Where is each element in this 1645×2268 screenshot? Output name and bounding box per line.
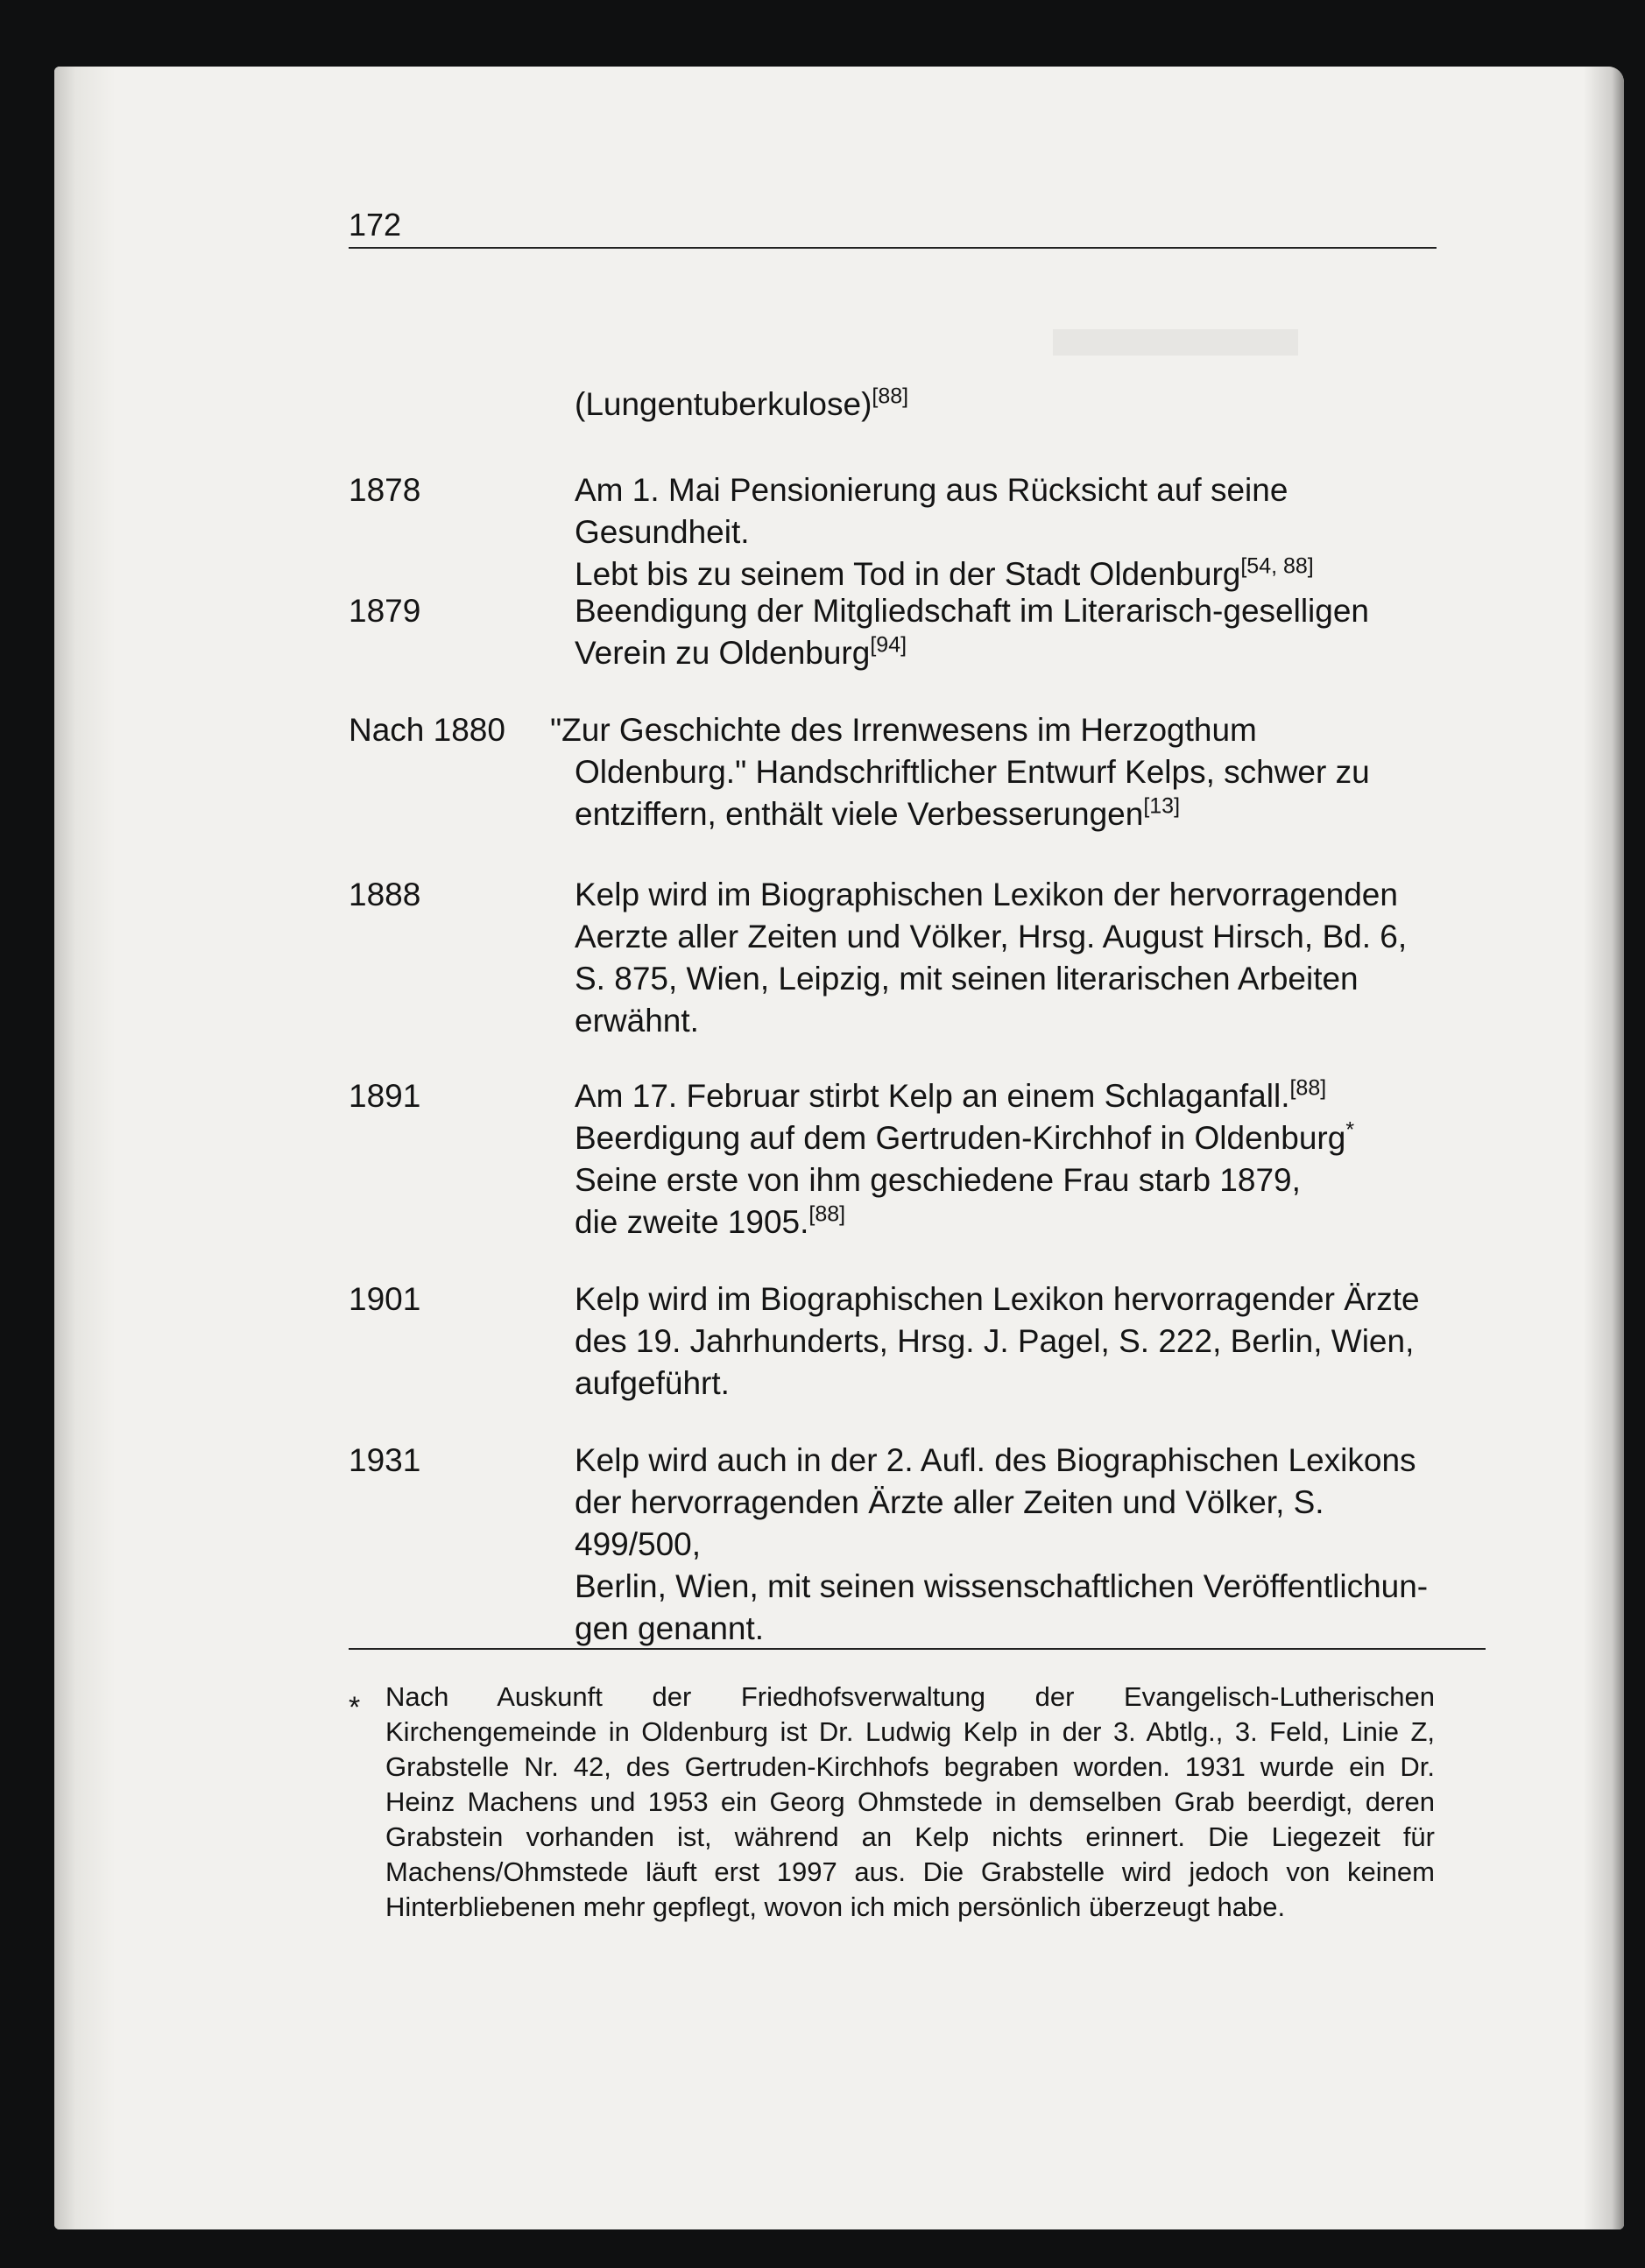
- entry-line: gen genannt.: [575, 1610, 765, 1646]
- entry-year: 1901: [349, 1281, 421, 1317]
- entry-line: Verein zu Oldenburg: [575, 635, 871, 671]
- entry-line: aufgeführt.: [575, 1365, 730, 1401]
- page-number: 172: [349, 207, 402, 243]
- entry-line: Kelp wird im Biographischen Lexikon hervorragender Ärzte: [575, 1281, 1420, 1317]
- entry-text: [575, 1075, 1449, 1243]
- entry-line: Lebt bis zu seinem Tod in der Stadt Oldenburg: [575, 556, 1241, 592]
- footnote-marker: *: [349, 1691, 361, 1724]
- book-page: [54, 67, 1624, 2229]
- header-rule: [349, 247, 1437, 249]
- entry-text: [575, 590, 1449, 674]
- entry-text: [575, 1278, 1449, 1405]
- citation-ref: [54, 88]: [1240, 553, 1314, 579]
- footnote-text: Nach Auskunft der Friedhofsverwaltung der Evangelisch-Lutherischen Kirchengemeinde in Oldenburg ist Dr. Ludwig Kelp in der 3. Abtlg., 3. Feld, Linie Z, Grabstelle Nr. 42, des Gertruden-Kirchhofs begraben worden. 1931 wurde ein Dr. Heinz Machens und 1953 ein Georg Ohmstede in demselben Grab beerdigt, deren Grabstein vorhanden ist, während an Kelp nichts erinnert. Die Liegezeit für Machens/Ohmstede läuft erst 1997 aus. Die Grabstelle wird jedoch von keinem Hinterbliebenen mehr gepflegt, wovon ich mich persönlich überzeugt habe.: [385, 1681, 1435, 1922]
- entry-line: der hervorragenden Ärzte aller Zeiten und Völker, S. 499/500,: [575, 1484, 1324, 1562]
- footnote-marker: *: [1345, 1117, 1355, 1143]
- entry-line: Kelp wird auch in der 2. Aufl. des Biographischen Lexikons: [575, 1442, 1416, 1478]
- entry-line: Am 1. Mai Pensionierung aus Rücksicht auf seine Gesundheit.: [575, 472, 1288, 550]
- entry-year: Nach 1880: [349, 712, 505, 748]
- entry-line: Beendigung der Mitgliedschaft im Literarisch-geselligen: [575, 593, 1369, 629]
- entry-year: 1879: [349, 593, 421, 629]
- show-through-smudge: [1053, 329, 1298, 356]
- entry-line: Oldenburg." Handschriftlicher Entwurf Kelps, schwer zu: [575, 754, 1370, 790]
- entry-text: [575, 384, 1449, 426]
- entry-line: die zweite 1905.: [575, 1204, 809, 1240]
- entry-text: [575, 874, 1449, 1042]
- citation-ref: [94]: [870, 632, 907, 658]
- entry-year: 1931: [349, 1442, 421, 1478]
- entry-year: 1888: [349, 877, 421, 912]
- entry-year: 1878: [349, 472, 421, 508]
- page-binding-edge: [54, 67, 116, 2229]
- entry-text: [575, 1440, 1449, 1650]
- citation-ref: [88]: [1289, 1075, 1327, 1101]
- entry-text: [575, 469, 1449, 595]
- entry-line: Aerzte aller Zeiten und Völker, Hrsg. August Hirsch, Bd. 6,: [575, 919, 1408, 954]
- citation-ref: [13]: [1143, 793, 1181, 819]
- entry-text: [550, 709, 1449, 835]
- footnote-rule: [349, 1648, 1486, 1650]
- entry-line: S. 875, Wien, Leipzig, mit seinen literarischen Arbeiten: [575, 961, 1359, 997]
- entry-line: Seine erste von ihm geschiedene Frau starb 1879,: [575, 1162, 1301, 1198]
- entry-line: Am 17. Februar stirbt Kelp an einem Schlaganfall.: [575, 1078, 1290, 1114]
- page-edge-shadow: [1584, 67, 1624, 2229]
- entry-line: erwähnt.: [575, 1003, 699, 1039]
- entry-line: entziffern, enthält viele Verbesserungen: [575, 796, 1144, 832]
- citation-ref: [88]: [808, 1201, 846, 1227]
- entry-line: Berlin, Wien, mit seinen wissenschaftlichen Veröffentlichun-: [575, 1568, 1429, 1604]
- citation-ref: [88]: [872, 384, 909, 409]
- entry-line: Beerdigung auf dem Gertruden-Kirchhof in Oldenburg: [575, 1120, 1346, 1156]
- entry-line: (Lungentuberkulose): [575, 386, 872, 422]
- entry-line: "Zur Geschichte des Irrenwesens im Herzogthum: [550, 712, 1257, 748]
- entry-year: 1891: [349, 1078, 421, 1114]
- entry-line: Kelp wird im Biographischen Lexikon der hervorragenden: [575, 877, 1398, 912]
- entry-line: des 19. Jahrhunderts, Hrsg. J. Pagel, S. 222, Berlin, Wien,: [575, 1323, 1415, 1359]
